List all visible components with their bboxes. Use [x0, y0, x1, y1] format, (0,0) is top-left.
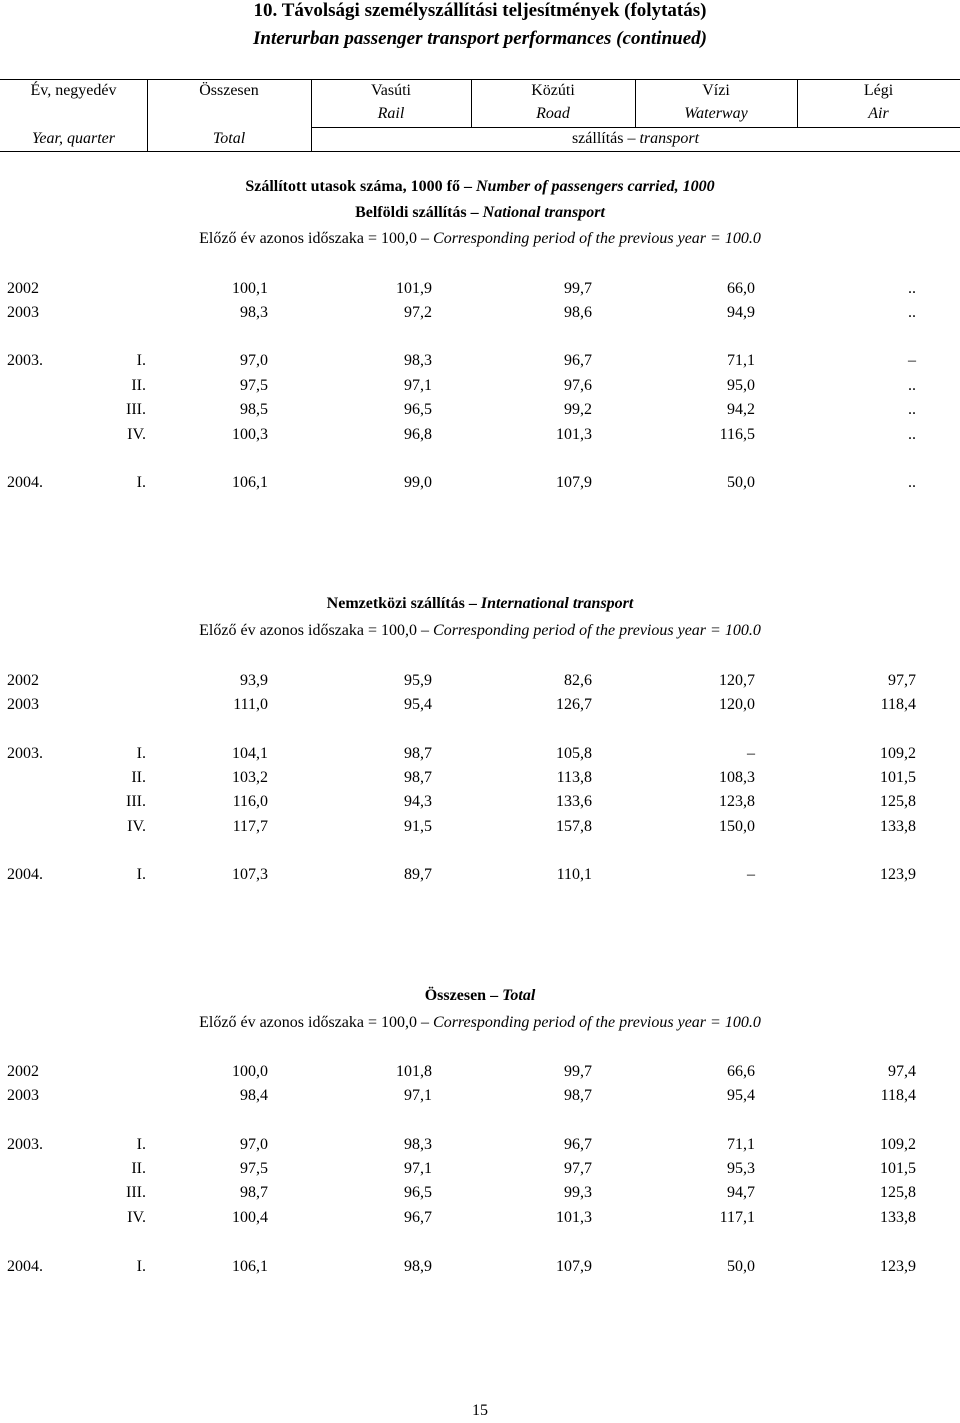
cell-air: 101,5 — [880, 1160, 916, 1177]
cell-waterway: 71,1 — [727, 352, 755, 369]
section-note — [0, 230, 960, 248]
cell-year: 2003 — [7, 304, 39, 321]
cell-total: 106,1 — [232, 474, 268, 491]
cell-waterway: 50,0 — [727, 474, 755, 491]
cell-total: 97,0 — [240, 1136, 268, 1153]
cell-year: 2004. — [7, 474, 43, 491]
section-title-en: International transport — [480, 595, 634, 612]
header-rail-en: Rail — [377, 105, 405, 122]
cell-rail: 99,0 — [404, 474, 432, 491]
cell-road: 99,2 — [564, 401, 592, 418]
cell-year: 2004. — [7, 1258, 43, 1275]
table-row — [0, 401, 960, 423]
cell-waterway: 71,1 — [727, 1136, 755, 1153]
header-total-en: Total — [212, 130, 246, 147]
cell-air: 97,4 — [888, 1063, 916, 1080]
cell-air: 118,4 — [880, 1087, 916, 1104]
cell-quarter: II. — [131, 377, 146, 394]
table-row — [0, 1258, 960, 1280]
section-title — [0, 987, 960, 1005]
header-year-en: Year, quarter — [32, 130, 115, 147]
cell-quarter: II. — [131, 769, 146, 786]
cell-waterway: 95,4 — [727, 1087, 755, 1104]
cell-waterway: 50,0 — [727, 1258, 755, 1275]
cell-waterway: 120,7 — [719, 672, 755, 689]
cell-total: 100,3 — [232, 426, 268, 443]
header-transport-en: transport — [639, 130, 700, 147]
cell-total: 100,4 — [232, 1209, 268, 1226]
cell-air: .. — [908, 401, 916, 418]
cell-air: 123,9 — [880, 1258, 916, 1275]
cell-road: 105,8 — [556, 745, 592, 762]
measure-title-en: Number of passengers carried, 1000 — [475, 178, 715, 195]
cell-year: 2004. — [7, 866, 43, 883]
table-row — [0, 1184, 960, 1206]
cell-road: 157,8 — [556, 818, 592, 835]
cell-air: 109,2 — [880, 1136, 916, 1153]
section-note-hu: Előző év azonos időszaka = 100,0 – — [199, 230, 430, 247]
cell-rail: 96,7 — [404, 1209, 432, 1226]
cell-year: 2003 — [7, 1087, 39, 1104]
page-number: 15 — [472, 1402, 488, 1419]
cell-road: 113,8 — [556, 769, 592, 786]
cell-quarter: I. — [136, 866, 146, 883]
cell-air: 123,9 — [880, 866, 916, 883]
cell-quarter: IV. — [127, 1209, 146, 1226]
cell-total: 104,1 — [232, 745, 268, 762]
header-air-hu: Légi — [863, 82, 894, 99]
cell-rail: 98,3 — [404, 1136, 432, 1153]
cell-road: 99,7 — [564, 280, 592, 297]
cell-quarter: III. — [126, 793, 146, 810]
cell-air: 118,4 — [880, 696, 916, 713]
table-row — [0, 745, 960, 767]
header-road-en: Road — [536, 105, 570, 122]
cell-year: 2003. — [7, 745, 43, 762]
measure-title-hu: Szállított utasok száma, 1000 fő – — [245, 178, 472, 195]
cell-road: 96,7 — [564, 1136, 592, 1153]
cell-quarter: I. — [136, 1258, 146, 1275]
cell-total: 93,9 — [240, 672, 268, 689]
cell-total: 98,7 — [240, 1184, 268, 1201]
cell-road: 101,3 — [556, 1209, 592, 1226]
table-row — [0, 1063, 960, 1085]
cell-air: .. — [908, 377, 916, 394]
cell-year: 2002 — [7, 672, 39, 689]
cell-road: 96,7 — [564, 352, 592, 369]
cell-air: 133,8 — [880, 818, 916, 835]
cell-road: 99,3 — [564, 1184, 592, 1201]
cell-road: 110,1 — [556, 866, 592, 883]
cell-rail: 97,1 — [404, 1160, 432, 1177]
cell-rail: 98,3 — [404, 352, 432, 369]
table-row — [0, 474, 960, 496]
cell-road: 98,7 — [564, 1087, 592, 1104]
header-top-rule — [0, 79, 960, 80]
section-note — [0, 622, 960, 640]
section-note-en: Corresponding period of the previous year = 100.0 — [433, 1014, 761, 1031]
cell-air: 133,8 — [880, 1209, 916, 1226]
cell-road: 99,7 — [564, 1063, 592, 1080]
cell-total: 97,0 — [240, 352, 268, 369]
cell-waterway: – — [747, 866, 755, 883]
table-row — [0, 818, 960, 840]
table-row — [0, 696, 960, 718]
table-row — [0, 1209, 960, 1231]
cell-waterway: 94,7 — [727, 1184, 755, 1201]
section-title-hu: Összesen – — [424, 987, 499, 1004]
cell-waterway: 94,9 — [727, 304, 755, 321]
cell-air: .. — [908, 426, 916, 443]
cell-waterway: 95,3 — [727, 1160, 755, 1177]
table-row — [0, 304, 960, 326]
header-inner-rule — [311, 127, 960, 128]
cell-air: 97,7 — [888, 672, 916, 689]
cell-waterway: 108,3 — [719, 769, 755, 786]
cell-air: 101,5 — [880, 769, 916, 786]
cell-road: 133,6 — [556, 793, 592, 810]
cell-rail: 101,9 — [396, 280, 432, 297]
header-air-en: Air — [868, 105, 889, 122]
cell-air: – — [908, 352, 916, 369]
cell-waterway: – — [747, 745, 755, 762]
cell-total: 100,0 — [232, 1063, 268, 1080]
cell-quarter: I. — [136, 352, 146, 369]
cell-rail: 94,3 — [404, 793, 432, 810]
cell-waterway: 95,0 — [727, 377, 755, 394]
cell-waterway: 116,5 — [719, 426, 755, 443]
section-note-en: Corresponding period of the previous year = 100.0 — [433, 622, 761, 639]
header-bottom-rule — [0, 151, 960, 152]
cell-rail: 91,5 — [404, 818, 432, 835]
cell-rail: 98,7 — [404, 769, 432, 786]
cell-rail: 89,7 — [404, 866, 432, 883]
cell-air: 125,8 — [880, 1184, 916, 1201]
cell-road: 97,6 — [564, 377, 592, 394]
cell-total: 98,5 — [240, 401, 268, 418]
cell-rail: 97,1 — [404, 377, 432, 394]
table-row — [0, 672, 960, 694]
table-row — [0, 769, 960, 791]
header-transport — [311, 130, 960, 148]
cell-air: .. — [908, 474, 916, 491]
section-note-hu: Előző év azonos időszaka = 100,0 – — [199, 622, 430, 639]
cell-rail: 101,8 — [396, 1063, 432, 1080]
cell-rail: 96,5 — [404, 1184, 432, 1201]
cell-waterway: 66,0 — [727, 280, 755, 297]
cell-air: 109,2 — [880, 745, 916, 762]
cell-year: 2003. — [7, 352, 43, 369]
cell-road: 82,6 — [564, 672, 592, 689]
cell-road: 107,9 — [556, 474, 592, 491]
table-row — [0, 377, 960, 399]
table-row — [0, 280, 960, 302]
header-water-en: Waterway — [684, 105, 748, 122]
cell-road: 98,6 — [564, 304, 592, 321]
header-year-hu: Év, negyedév — [30, 82, 117, 99]
cell-quarter: I. — [136, 1136, 146, 1153]
cell-rail: 96,8 — [404, 426, 432, 443]
cell-waterway: 150,0 — [719, 818, 755, 835]
table-row — [0, 352, 960, 374]
cell-total: 103,2 — [232, 769, 268, 786]
cell-rail: 95,4 — [404, 696, 432, 713]
cell-road: 101,3 — [556, 426, 592, 443]
cell-waterway: 66,6 — [727, 1063, 755, 1080]
cell-quarter: III. — [126, 401, 146, 418]
cell-air: .. — [908, 304, 916, 321]
page-subtitle: Interurban passenger transport performances (continued) — [253, 28, 707, 49]
page-title: 10. Távolsági személyszállítási teljesítmények (folytatás) — [253, 0, 707, 21]
cell-rail: 97,1 — [404, 1087, 432, 1104]
cell-total: 111,0 — [233, 696, 268, 713]
cell-air: .. — [908, 280, 916, 297]
table-row — [0, 426, 960, 448]
section-title-en: Total — [502, 987, 536, 1004]
cell-total: 100,1 — [232, 280, 268, 297]
cell-quarter: III. — [126, 1184, 146, 1201]
measure-title — [0, 178, 960, 196]
cell-year: 2002 — [7, 280, 39, 297]
section-title-hu: Nemzetközi szállítás – — [326, 595, 477, 612]
cell-air: 125,8 — [880, 793, 916, 810]
table-row — [0, 1160, 960, 1182]
cell-total: 97,5 — [240, 377, 268, 394]
table-row — [0, 793, 960, 815]
cell-waterway: 117,1 — [719, 1209, 755, 1226]
cell-rail: 95,9 — [404, 672, 432, 689]
table-row — [0, 1087, 960, 1109]
cell-total: 98,4 — [240, 1087, 268, 1104]
cell-road: 126,7 — [556, 696, 592, 713]
cell-total: 117,7 — [232, 818, 268, 835]
cell-road: 107,9 — [556, 1258, 592, 1275]
header-rail-hu: Vasúti — [371, 82, 411, 99]
cell-quarter: IV. — [127, 426, 146, 443]
cell-year: 2003 — [7, 696, 39, 713]
cell-total: 107,3 — [232, 866, 268, 883]
cell-quarter: I. — [136, 474, 146, 491]
cell-rail: 98,9 — [404, 1258, 432, 1275]
cell-year: 2002 — [7, 1063, 39, 1080]
cell-road: 97,7 — [564, 1160, 592, 1177]
header-total-hu: Összesen — [199, 82, 259, 99]
cell-waterway: 120,0 — [719, 696, 755, 713]
header-road-hu: Közúti — [531, 82, 575, 99]
cell-quarter: IV. — [127, 818, 146, 835]
cell-total: 116,0 — [232, 793, 268, 810]
cell-waterway: 123,8 — [719, 793, 755, 810]
header-water-hu: Vízi — [702, 82, 730, 99]
section-title — [0, 595, 960, 613]
cell-rail: 98,7 — [404, 745, 432, 762]
cell-rail: 96,5 — [404, 401, 432, 418]
cell-year: 2003. — [7, 1136, 43, 1153]
section-note-hu: Előző év azonos időszaka = 100,0 – — [199, 1014, 430, 1031]
cell-total: 97,5 — [240, 1160, 268, 1177]
section-note-en: Corresponding period of the previous year = 100.0 — [433, 230, 761, 247]
cell-total: 98,3 — [240, 304, 268, 321]
cell-total: 106,1 — [232, 1258, 268, 1275]
table-row — [0, 1136, 960, 1158]
header-transport-hu: szállítás – — [571, 130, 636, 147]
cell-quarter: I. — [136, 745, 146, 762]
section-note — [0, 1014, 960, 1032]
section-title — [0, 204, 960, 222]
table-row — [0, 866, 960, 888]
cell-rail: 97,2 — [404, 304, 432, 321]
cell-quarter: II. — [131, 1160, 146, 1177]
cell-waterway: 94,2 — [727, 401, 755, 418]
section-title-en: National transport — [482, 204, 605, 221]
section-title-hu: Belföldi szállítás – — [355, 204, 479, 221]
